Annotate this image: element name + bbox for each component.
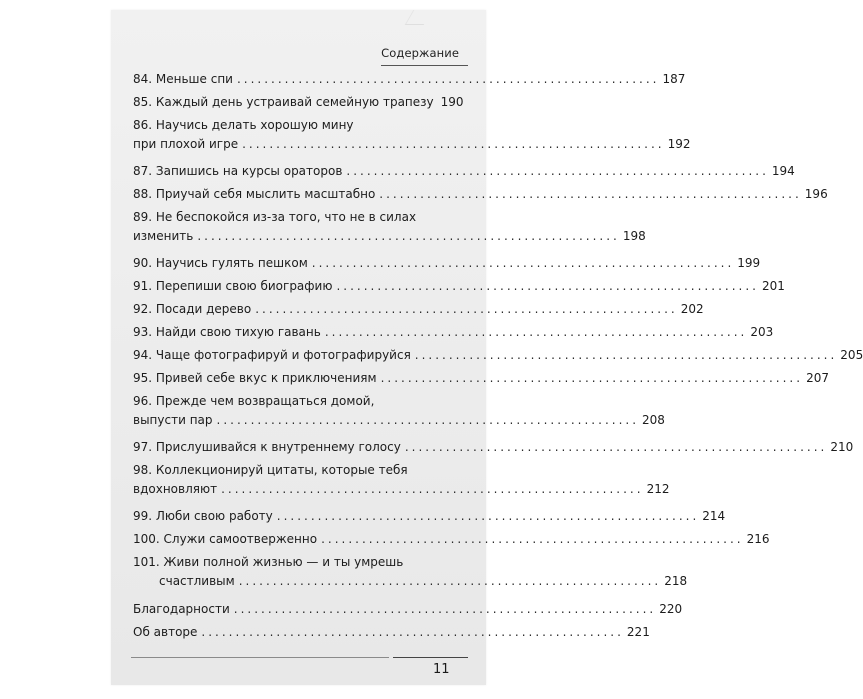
toc-entry-title-line2: выпусти пар xyxy=(133,413,213,427)
toc-entry-page: 220 xyxy=(659,602,683,616)
toc-entry-title-line2: вдохновляют xyxy=(133,482,218,496)
dot-leader: .............................................................. xyxy=(324,325,748,339)
toc-entry-title: 93. Найди свою тихую гавань xyxy=(133,325,321,339)
dot-leader: .............................................................. xyxy=(216,413,640,427)
dot-leader: .............................................................. xyxy=(255,302,678,316)
toc-entry-title-line2: при плохой игре xyxy=(133,137,239,151)
toc-entry-title: 88. Приучай себя мыслить масштабно xyxy=(133,187,376,201)
dot-leader: .............................................................. xyxy=(336,279,759,293)
toc-entry[interactable] xyxy=(133,553,688,591)
dot-leader: .............................................................. xyxy=(233,602,657,616)
toc-entry-page: 216 xyxy=(746,532,770,546)
toc-entry-title-line2: изменить xyxy=(133,229,194,243)
toc-entry-title: 100. Служи самоотверженно xyxy=(133,532,318,546)
toc-entry-title: 95. Привей себе вкус к приключениям xyxy=(133,371,377,385)
dot-leader: .............................................................. xyxy=(321,532,744,546)
toc-entry[interactable] xyxy=(133,392,665,430)
toc-entry[interactable] xyxy=(133,530,770,549)
toc-entry[interactable] xyxy=(133,461,670,499)
running-head: Содержание xyxy=(381,46,459,60)
toc-entry-title: 99. Люби свою работу xyxy=(133,509,273,523)
toc-entry-page: 194 xyxy=(771,164,795,178)
toc-entry-title: Благодарности xyxy=(133,602,230,616)
toc-entry[interactable] xyxy=(133,254,761,273)
toc-entry[interactable] xyxy=(133,116,691,154)
toc-entry[interactable] xyxy=(133,623,650,642)
toc-entry-title: 87. Запишись на курсы ораторов xyxy=(133,164,343,178)
toc-entry-page: 221 xyxy=(626,625,650,639)
toc-entry-title-line1: 98. Коллекционируй цитаты, которые тебя xyxy=(133,463,408,477)
toc-entry[interactable] xyxy=(133,323,774,342)
dot-leader: .............................................................. xyxy=(242,137,665,151)
toc-entry-page: 212 xyxy=(646,482,670,496)
toc-entry[interactable] xyxy=(133,300,704,319)
dot-leader: .............................................................. xyxy=(414,348,838,362)
toc-entry-page: 199 xyxy=(737,256,761,270)
toc-entry-page: 196 xyxy=(804,187,828,201)
toc-entry[interactable] xyxy=(133,162,795,181)
toc-entry-page: 218 xyxy=(664,574,688,588)
dot-leader: .............................................................. xyxy=(404,440,828,454)
book-page xyxy=(111,10,863,685)
toc-entry-title: 85. Каждый день устраивай семейную трапезу xyxy=(133,95,434,109)
toc-entry[interactable] xyxy=(133,346,863,365)
footer-rule xyxy=(131,657,389,658)
toc-entry-page: 208 xyxy=(642,413,665,427)
dot-leader: .............................................................. xyxy=(379,187,802,201)
toc-entry-title: 92. Посади дерево xyxy=(133,302,252,316)
toc-entry-page: 198 xyxy=(622,229,646,243)
dot-leader: .............................................................. xyxy=(238,574,662,588)
dot-leader: .............................................................. xyxy=(221,482,644,496)
toc-entry-title: 84. Меньше спи xyxy=(133,72,233,86)
toc-entry-page: 190 xyxy=(440,95,464,109)
toc-entry[interactable] xyxy=(133,185,828,204)
page-corner-mark xyxy=(405,10,433,25)
toc-entry[interactable] xyxy=(133,507,726,526)
toc-entry-page: 202 xyxy=(680,302,704,316)
toc-entry[interactable] xyxy=(133,93,464,112)
toc-entry[interactable] xyxy=(133,277,785,296)
toc-entry-title: Об авторе xyxy=(133,625,198,639)
toc-entry-title-line1: 101. Живи полной жизнью — и ты умрешь xyxy=(133,555,404,569)
toc-entry-page: 214 xyxy=(702,509,726,523)
page-number: 11 xyxy=(433,662,450,677)
toc-entry-title-line2: счастливым xyxy=(159,574,235,588)
dot-leader: .............................................................. xyxy=(236,72,660,86)
toc-entry[interactable] xyxy=(133,70,686,89)
toc-entry-page: 203 xyxy=(750,325,774,339)
dot-leader: .............................................................. xyxy=(311,256,735,270)
toc-entry-title: 90. Научись гулять пешком xyxy=(133,256,308,270)
toc-entry-title: 91. Перепиши свою биографию xyxy=(133,279,333,293)
toc-entry-page: 192 xyxy=(667,137,691,151)
dot-leader: .............................................................. xyxy=(276,509,700,523)
toc-entry[interactable] xyxy=(133,600,683,619)
folio-rule xyxy=(393,657,468,658)
dot-leader: .............................................................. xyxy=(197,229,620,243)
dot-leader: .............................................................. xyxy=(346,164,769,178)
toc-entry-page: 187 xyxy=(662,72,686,86)
toc-entry[interactable] xyxy=(133,438,854,457)
toc-entry-page: 205 xyxy=(840,348,863,362)
toc-entry-title: 97. Прислушивайся к внутреннему голосу xyxy=(133,440,401,454)
dot-leader: .............................................................. xyxy=(380,371,804,385)
header-rule xyxy=(381,65,468,66)
toc-entry-page: 210 xyxy=(830,440,854,454)
toc-entry-title-line1: 89. Не беспокойся из-за того, что не в силах xyxy=(133,210,417,224)
toc-entry-title: 94. Чаще фотографируй и фотографируйся xyxy=(133,348,411,362)
toc-entry[interactable] xyxy=(133,369,829,388)
toc-entry-title-line1: 86. Научись делать хорошую мину xyxy=(133,118,354,132)
dot-leader: .............................................................. xyxy=(201,625,624,639)
toc-entry-page: 201 xyxy=(761,279,785,293)
toc-entry-title-line1: 96. Прежде чем возвращаться домой, xyxy=(133,394,375,408)
toc-entry-page: 207 xyxy=(806,371,829,385)
toc-entry[interactable] xyxy=(133,208,646,246)
